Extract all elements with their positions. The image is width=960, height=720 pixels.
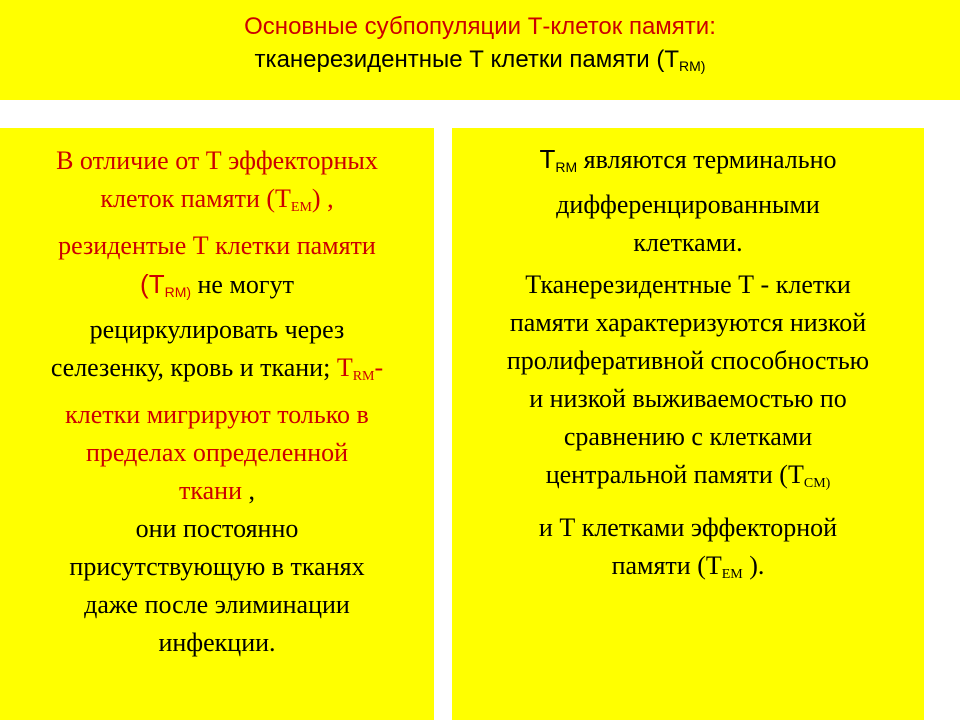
right-line-10: и Т клетками эффекторной xyxy=(538,513,838,542)
left-line-8: пределах определенной xyxy=(85,438,349,467)
right-line-7: и низкой выживаемостью по xyxy=(529,384,847,413)
title-banner xyxy=(0,0,960,100)
left-line-9-text: ткани xyxy=(179,476,242,505)
slide-title: Основные субпопуляции Т-клеток памяти: xyxy=(244,13,716,40)
left-line-12: даже после элиминации xyxy=(84,590,350,619)
subtitle-text: тканерезидентные Т клетки памяти (Т xyxy=(254,46,679,73)
left-line-6-dash: - xyxy=(374,353,384,382)
right-line-11 xyxy=(452,547,924,594)
right-line-11-sub: EM xyxy=(721,567,743,582)
left-line-6-t: Т xyxy=(336,353,353,382)
left-line-2-end: ) , xyxy=(311,184,334,213)
left-line-1: В отличие от Т эффекторных xyxy=(56,146,378,175)
right-line-1 xyxy=(452,140,924,186)
right-line-2: дифференцированными xyxy=(556,190,820,219)
left-line-2-text: клеток памяти (Т xyxy=(100,184,291,213)
left-line-4-t: (Т xyxy=(140,269,165,299)
right-line-1-t: Т xyxy=(539,144,556,174)
left-line-11: присутствующую в тканях xyxy=(69,552,365,581)
left-line-4-text: не могут xyxy=(191,270,294,299)
right-line-11-text: памяти (Т xyxy=(611,551,722,580)
left-line-7: клетки мигрируют только в xyxy=(65,400,369,429)
right-line-1-text: являются терминально xyxy=(577,145,837,174)
left-line-2 xyxy=(0,180,434,227)
right-line-3: клетками. xyxy=(633,228,743,257)
right-line-8: сравнению с клетками xyxy=(563,422,813,451)
left-line-10: они постоянно xyxy=(135,514,299,543)
right-line-5: памяти характеризуются низкой xyxy=(509,308,867,337)
left-line-6-text: селезенку, кровь и ткани; xyxy=(50,353,337,382)
left-line-5: рециркулировать через xyxy=(89,315,345,344)
right-line-1-sub: RM xyxy=(555,159,578,175)
left-line-9 xyxy=(0,472,434,510)
left-line-4-sub: RM) xyxy=(164,284,192,300)
slide-subtitle xyxy=(0,45,960,81)
right-line-9-sub: CM) xyxy=(803,476,831,491)
right-line-4: Тканерезидентные Т - клетки xyxy=(525,270,851,299)
right-line-6: пролиферативной способностью xyxy=(506,346,870,375)
right-line-9-text: центральной памяти (Т xyxy=(545,460,804,489)
left-line-4 xyxy=(0,265,434,311)
left-line-6-sub: RM xyxy=(352,369,375,384)
left-line-2-sub: EM xyxy=(290,200,312,215)
subtitle-subscript: RM) xyxy=(679,58,706,74)
left-line-9-end: , xyxy=(241,476,255,505)
right-panel xyxy=(452,128,924,720)
right-line-11-end: ). xyxy=(742,551,765,580)
left-line-6 xyxy=(0,349,434,396)
right-line-9 xyxy=(452,456,924,503)
left-line-13: инфекции. xyxy=(158,628,276,657)
left-line-3: резидентые Т клетки памяти xyxy=(58,231,376,260)
left-panel xyxy=(0,128,434,720)
